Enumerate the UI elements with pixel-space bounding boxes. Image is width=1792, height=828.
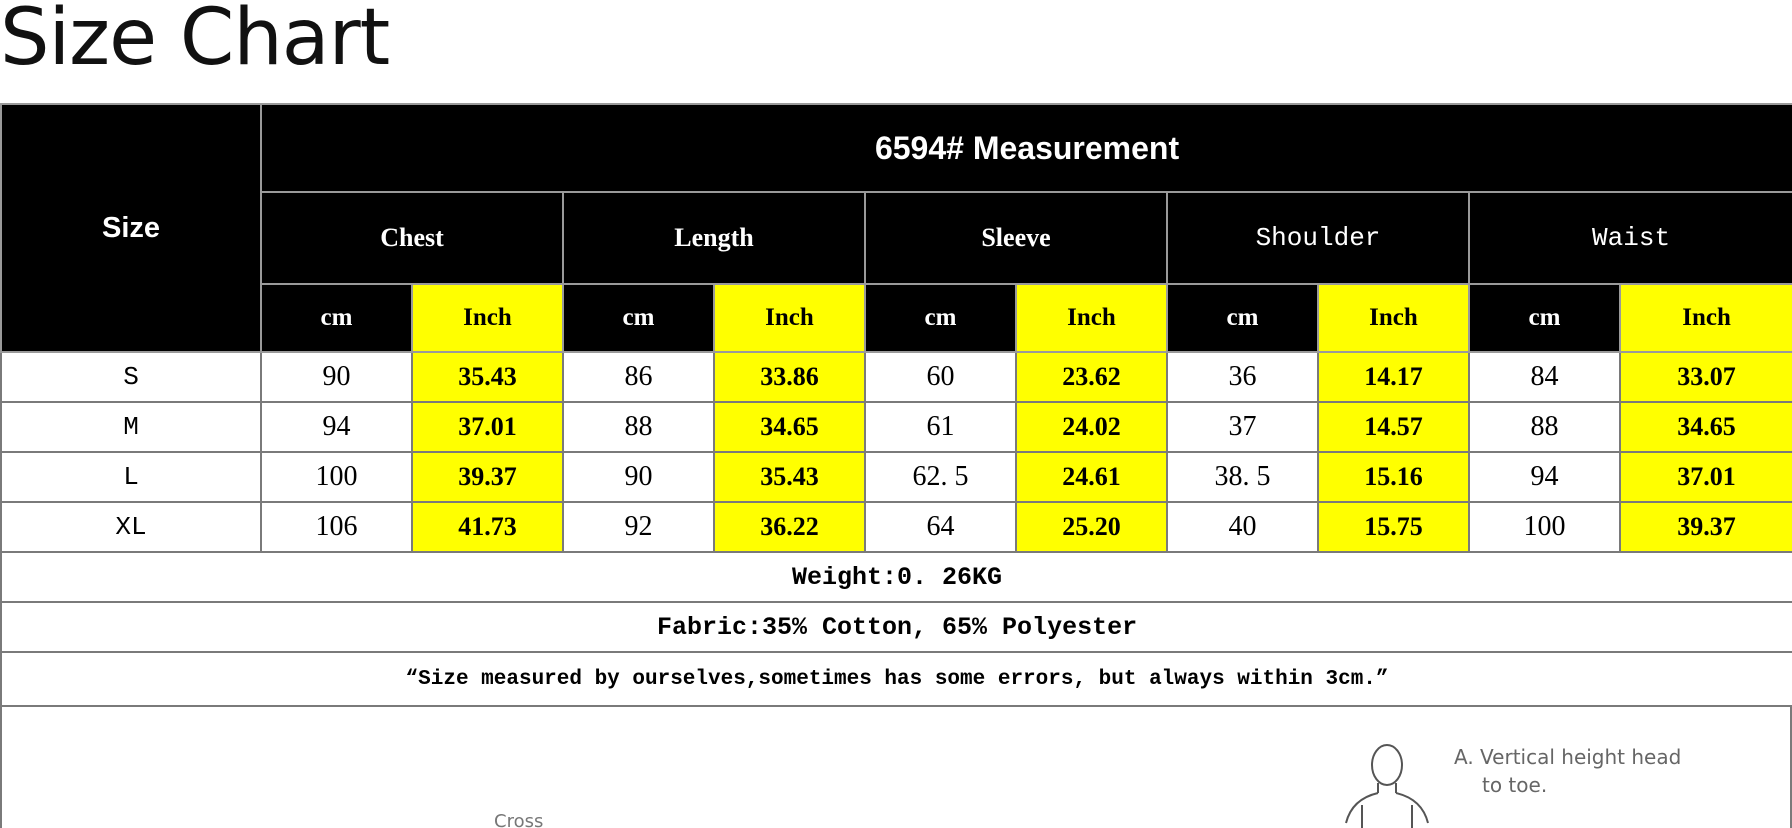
size-cell: L [1, 452, 261, 502]
unit-cm-length: cm [563, 284, 714, 352]
unit-inch-length: Inch [714, 284, 865, 352]
size-table [0, 103, 1792, 707]
disclaimer-note: “Size measured by ourselves,sometimes has some errors, but always within 3cm.” [1, 652, 1792, 706]
table-cell: 64 [865, 502, 1016, 552]
table-cell: 24.61 [1016, 452, 1167, 502]
note-a-line2: to toe. [1482, 773, 1548, 797]
body-figure-icon [1332, 743, 1442, 828]
table-cell: 86 [563, 352, 714, 402]
table-cell: 14.17 [1318, 352, 1469, 402]
unit-cm-shoulder: cm [1167, 284, 1318, 352]
table-cell: 15.75 [1318, 502, 1469, 552]
table-cell: 40 [1167, 502, 1318, 552]
table-cell: 100 [261, 452, 412, 502]
group-header-length: Length [563, 192, 865, 284]
table-row [1, 452, 1792, 502]
unit-inch-shoulder: Inch [1318, 284, 1469, 352]
table-cell: 100 [1469, 502, 1620, 552]
table-cell: 94 [261, 402, 412, 452]
weight-note: Weight:0. 26KG [1, 552, 1792, 602]
table-cell: 90 [261, 352, 412, 402]
table-cell: 23.62 [1016, 352, 1167, 402]
table-cell: 88 [563, 402, 714, 452]
size-column-header: Size [1, 104, 261, 352]
table-cell: 90 [563, 452, 714, 502]
table-cell: 25.20 [1016, 502, 1167, 552]
group-header-waist: Waist [1469, 192, 1792, 284]
table-row [1, 502, 1792, 552]
table-row [1, 352, 1792, 402]
table-cell: 24.02 [1016, 402, 1167, 452]
measurement-diagram [0, 707, 1792, 828]
table-row [1, 402, 1792, 452]
table-cell: 36.22 [714, 502, 865, 552]
cross-label: Cross [494, 811, 544, 828]
unit-cm-waist: cm [1469, 284, 1620, 352]
unit-inch-sleeve: Inch [1016, 284, 1167, 352]
size-cell: M [1, 402, 261, 452]
table-cell: 37.01 [1620, 452, 1792, 502]
table-cell: 33.86 [714, 352, 865, 402]
table-cell: 37.01 [412, 402, 563, 452]
table-cell: 35.43 [412, 352, 563, 402]
table-cell: 41.73 [412, 502, 563, 552]
table-cell: 84 [1469, 352, 1620, 402]
table-cell: 33.07 [1620, 352, 1792, 402]
unit-inch-waist: Inch [1620, 284, 1792, 352]
table-cell: 14.57 [1318, 402, 1469, 452]
unit-cm-chest: cm [261, 284, 412, 352]
unit-cm-sleeve: cm [865, 284, 1016, 352]
table-cell: 106 [261, 502, 412, 552]
group-header-sleeve: Sleeve [865, 192, 1167, 284]
table-cell: 88 [1469, 402, 1620, 452]
unit-inch-chest: Inch [412, 284, 563, 352]
table-cell: 39.37 [1620, 502, 1792, 552]
table-cell: 61 [865, 402, 1016, 452]
group-header-chest: Chest [261, 192, 563, 284]
table-cell: 35.43 [714, 452, 865, 502]
page-title: Size Chart [0, 0, 390, 83]
table-cell: 62. 5 [865, 452, 1016, 502]
size-cell: S [1, 352, 261, 402]
table-cell: 37 [1167, 402, 1318, 452]
table-cell: 60 [865, 352, 1016, 402]
table-cell: 36 [1167, 352, 1318, 402]
measurement-title: 6594# Measurement [261, 104, 1792, 192]
table-cell: 34.65 [714, 402, 865, 452]
table-cell: 92 [563, 502, 714, 552]
table-cell: 34.65 [1620, 402, 1792, 452]
table-cell: 38. 5 [1167, 452, 1318, 502]
vertical-height-note [1454, 743, 1681, 799]
note-a-line1: A. Vertical height head [1454, 745, 1682, 769]
table-cell: 94 [1469, 452, 1620, 502]
size-cell: XL [1, 502, 261, 552]
table-cell: 39.37 [412, 452, 563, 502]
group-header-shoulder: Shoulder [1167, 192, 1469, 284]
table-cell: 15.16 [1318, 452, 1469, 502]
size-chart-image [0, 103, 1792, 828]
fabric-note: Fabric:35% Cotton, 65% Polyester [1, 602, 1792, 652]
